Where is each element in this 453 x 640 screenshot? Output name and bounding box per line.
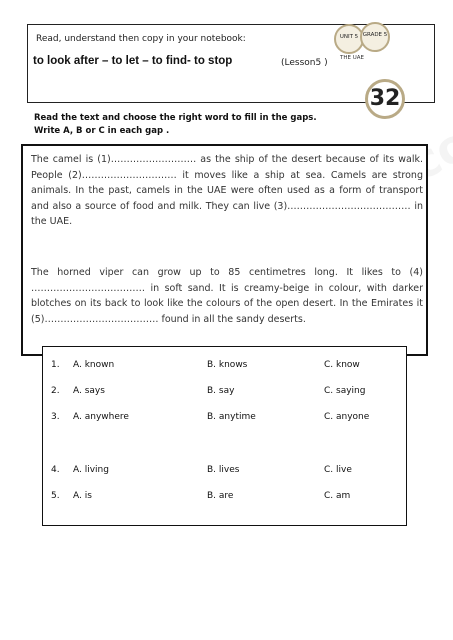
option-c: C. saying: [324, 386, 366, 396]
option-b: B. anytime: [207, 412, 256, 422]
option-a: A. living: [73, 465, 109, 475]
option-a: A. known: [73, 360, 115, 370]
option-b: B. knows: [207, 360, 248, 370]
unit-badge: UNIT 5: [334, 24, 364, 54]
instruction-line-1: Read the text and choose the right word to fill in the gaps.: [34, 113, 317, 123]
option-number: 2.: [51, 386, 60, 396]
option-number: 4.: [51, 465, 60, 475]
passage-paragraph-camel: The camel is (1)……………………… as the ship of the desert because of its walk. People (2)………………………… it moves like a ship at sea. Camels are strong animals. In the past, camels in the UAE were often used as a form of transport and also a source of food and milk. They can live (3)………………………………… in the UAE.: [31, 154, 423, 228]
reading-passage-box: [21, 144, 428, 356]
option-row: [43, 412, 406, 428]
option-number: 3.: [51, 412, 60, 422]
passage-paragraph-viper: The horned viper can grow up to 85 centimetres long. It likes to (4) ……………………………… in soft sand. It is creamy-beige in colour, with darker blotches on its back to look like the colours of the open desert. In the Emirates it (5)……………………………… found in all the sandy deserts.: [31, 267, 423, 325]
option-number: 5.: [51, 491, 60, 501]
option-b: B. lives: [207, 465, 240, 475]
page-number: 32: [369, 86, 401, 111]
option-row: [43, 491, 406, 507]
answer-options-box: [42, 346, 407, 526]
option-b: B. say: [207, 386, 235, 396]
grade-badge: GRADE 5: [360, 22, 390, 52]
option-row: [43, 360, 406, 376]
exercise-instructions: [34, 112, 414, 138]
option-a: A. is: [73, 491, 92, 501]
lesson-vocabulary: to look after – to let – to find- to stop: [33, 55, 233, 67]
option-c: C. am: [324, 491, 351, 501]
option-number: 1.: [51, 360, 60, 370]
option-c: C. know: [324, 360, 360, 370]
option-c: C. anyone: [324, 412, 370, 422]
option-b: B. are: [207, 491, 234, 501]
copy-instruction: Read, understand then copy in your notebook:: [36, 34, 246, 44]
option-c: C. live: [324, 465, 352, 475]
option-row: [43, 465, 406, 481]
option-row: [43, 386, 406, 402]
option-a: A. anywhere: [73, 412, 129, 422]
instruction-line-2: Write A, B or C in each gap .: [34, 126, 170, 136]
lesson-tag: (Lesson5 ): [281, 58, 328, 68]
option-a: A. says: [73, 386, 105, 396]
uae-logo: THE UAE: [340, 55, 364, 61]
